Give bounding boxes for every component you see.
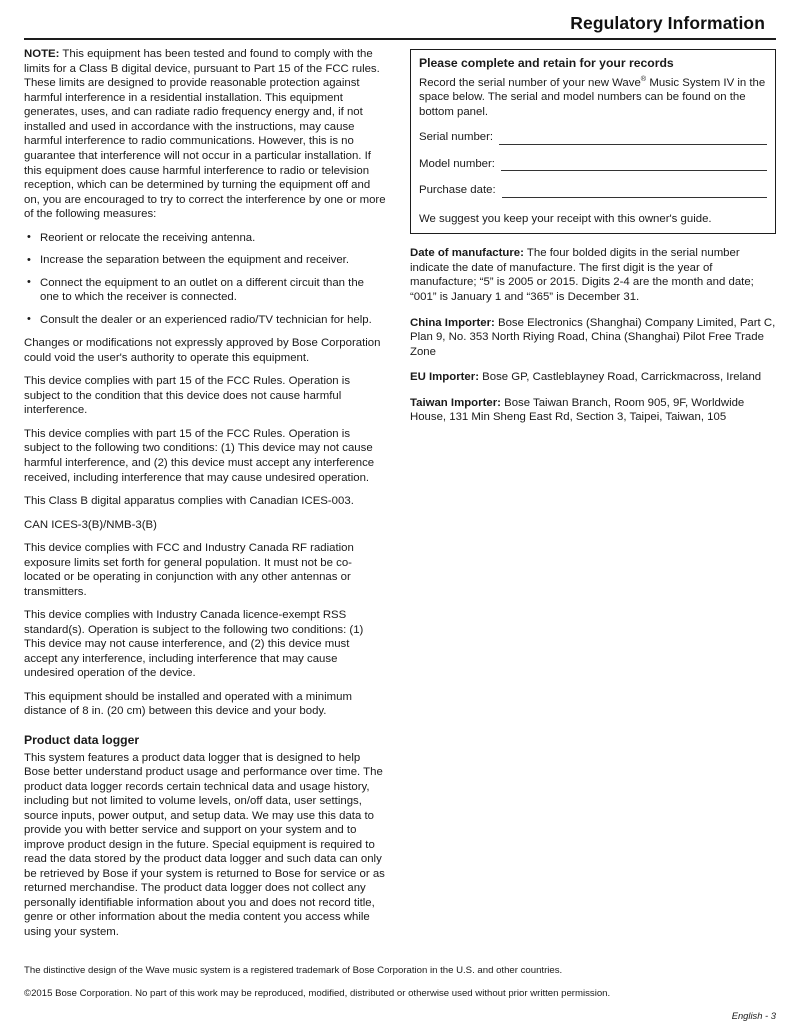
minimum-distance-paragraph: This equipment should be installed and operated with a minimum distance of 8 in. (20 cm) between this device and your body. [24,690,352,718]
header-divider [24,38,776,40]
records-intro-part1: Record the serial number of your new Wave [419,76,641,89]
right-column [410,47,776,435]
page-title: Regulatory Information [570,13,765,33]
taiwan-importer-label: Taiwan Importer: [410,396,501,409]
records-box-footnote: We suggest you keep your receipt with this owner's guide. [419,213,712,226]
purchase-date-input[interactable] [502,186,767,198]
trademark-notice: The distinctive design of the Wave music system is a registered trademark of Bose Corporation in the U.S. and other countries. [24,965,563,977]
serial-number-label: Serial number: [419,131,494,144]
rss-standard-paragraph: This device complies with Industry Canada licence-exempt RSS standard(s). Operation is subject to the following two conditions: (1) This device may not cause interference, and (2) this device must accept any interference, including interference that may cause undesired operation of the device. [24,609,364,680]
taiwan-importer-body: Bose Taiwan Branch, Room 905, 9F, Worldwide House, 131 Min Sheng East Rd, Section 3, Taipei, Taiwan, 105 [410,396,745,424]
fcc-note-label: NOTE: [24,48,60,61]
eu-importer-paragraph [410,370,776,385]
product-data-logger-paragraph: This system features a product data logger that is designed to help Bose better understand product usage and performance over time. The product data logger records certain technical data and usage history, including but not limited to volume levels, on/off data, user settings, source inputs, power output, and setup data. We may use this data to provide you with better service and support on your system and to improve product design in the future. Special equipment is required to read the data stored by the product data logger and such data can only be retrieved by Bose if your system is returned to Bose for service or as returned merchandise. The product data logger does not collect any personally identifiable information about you and does not record title, genre or other information about the media content you access while using your system. [24,751,385,938]
page-header [24,0,776,40]
model-number-label: Model number: [419,157,495,170]
eu-importer-body: Bose GP, Castleblayney Road, Carrickmacross, Ireland [478,371,762,384]
part15-two-conditions-paragraph: This device complies with part 15 of the FCC Rules. Operation is subject to the following two conditions: (1) This device may not cause harmful interference, and (2) this device must accept any interference received, including interference that may cause undesired operation. [24,427,375,484]
list-item: • Consult the dealer or an experienced radio/TV technician for help. [24,313,386,328]
purchase-date-field-row [419,184,767,198]
part15-condition-paragraph: This device complies with part 15 of the FCC Rules. Operation is subject to the condition that this device does not cause harmful interference. [24,375,351,417]
china-importer-body: Bose Electronics (Shanghai) Company Limited, Part C, Plan 9, No. 353 North Riying Road, China (Shanghai) Pilot Free Trade Zone [410,316,776,358]
date-of-manufacture-body: The four bolded digits in the serial number indicate the date of manufacture. The first digit is the year of manufacture; “5” is 2005 or 2015. Digits 2-4 are the month and date; “001” is January 1 and “365” is December 31. [410,247,754,303]
product-data-logger-heading: Product data logger [24,732,140,747]
fcc-note-paragraph [24,47,386,221]
records-intro-part2: Music System IV in the space below. The serial and model numbers can be found on the bottom panel. [419,76,766,118]
china-importer-label: China Importer: [410,316,495,329]
can-ices-code-paragraph: CAN ICES-3(B)/NMB-3(B) [24,518,157,531]
model-number-field-row [419,158,767,172]
model-number-input[interactable] [501,159,767,171]
left-column [24,47,386,948]
list-item: • Reorient or relocate the receiving antenna. [24,231,386,246]
canadian-ices-paragraph: This Class B digital apparatus complies with Canadian ICES-003. [24,495,354,508]
two-column-body [24,47,776,948]
serial-number-input[interactable] [499,133,767,145]
taiwan-importer-paragraph [410,396,776,425]
rf-exposure-paragraph: This device complies with FCC and Industry Canada RF radiation exposure limits set forth for general population. It must not be co-located or be operating in conjunction with any other antennas or transmitters. [24,542,354,598]
serial-number-field-row [419,131,767,145]
date-of-manufacture-label: Date of manufacture: [410,247,524,260]
fcc-note-body: This equipment has been tested and found to comply with the limits for a Class B digital device, pursuant to Part 15 of the FCC rules. These limits are designed to provide reasonable protection against harmful interference in a residential installation. This equipment generates, uses, and can radiate radio frequency energy and, if not installed and used in accordance with the instructions, may cause harmful interference to radio communications. However, this is no guarantee that interference will not occur in a particular installation. If this equipment does cause harmful interference to radio or television reception, which can be determined by turning the equipment off and on, you are encouraged to try to correct the interference by one or more of the following measures: [24,48,386,221]
page-marker: English - 3 [731,1010,776,1021]
modifications-paragraph: Changes or modifications not expressly approved by Bose Corporation could void the user's authority to operate this equipment. [24,337,381,364]
copyright-notice: ©2015 Bose Corporation. No part of this work may be reproduced, modified, distributed or otherwise used without prior written permission. [24,987,611,999]
list-item: • Increase the separation between the equipment and receiver. [24,253,386,268]
list-item: • Connect the equipment to an outlet on a different circuit than the one to which the receiver is connected. [24,276,386,305]
records-box-intro [419,73,767,120]
fcc-measures-list [24,231,386,328]
registered-trademark-icon: ® [640,73,647,83]
records-box-title: Please complete and retain for your records [419,56,674,71]
purchase-date-label: Purchase date: [419,184,496,197]
page-footer [24,965,776,1021]
china-importer-paragraph [410,316,776,360]
eu-importer-label: EU Importer: [410,371,479,384]
records-box [410,49,776,234]
date-of-manufacture-paragraph [410,246,776,304]
